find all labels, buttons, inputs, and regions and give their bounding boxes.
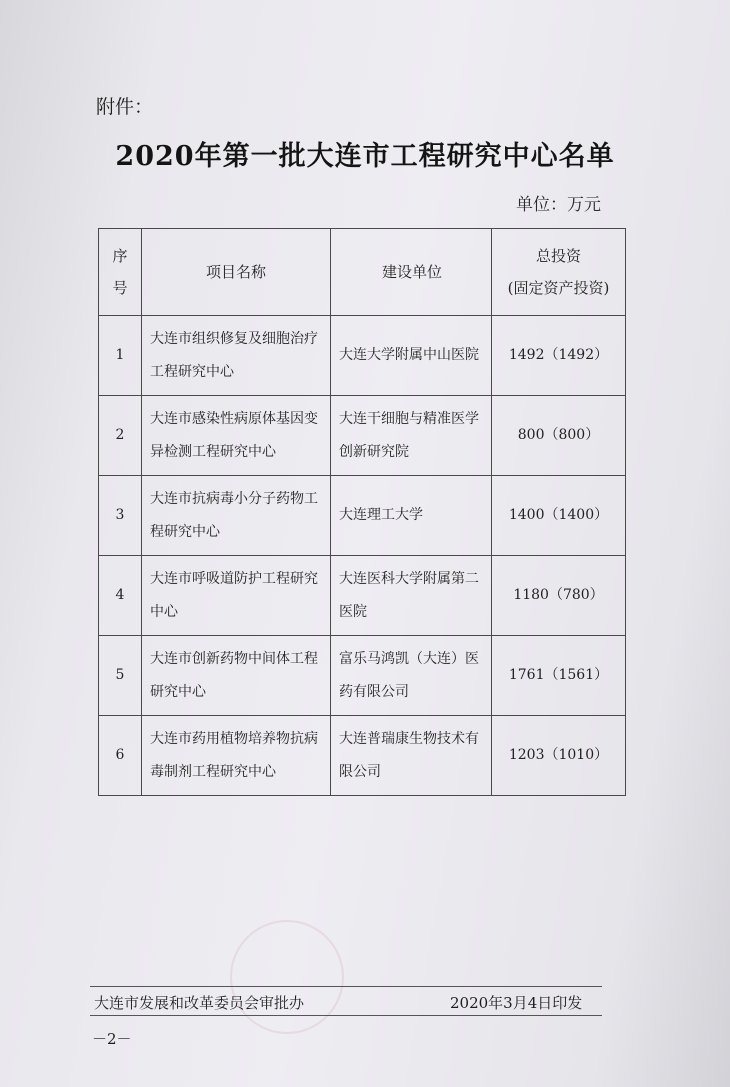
table-row: [99, 476, 626, 556]
header-builder: 建设单位: [331, 229, 492, 316]
row-seq: 3: [99, 476, 142, 556]
table-header-row: [99, 229, 626, 316]
table-row: [99, 636, 626, 716]
row-project-name: 大连市创新药物中间体工程研究中心: [142, 636, 331, 716]
row-project-name: 大连市呼吸道防护工程研究中心: [142, 556, 331, 636]
row-seq: 4: [99, 556, 142, 636]
page-number: －2－: [92, 1030, 132, 1048]
table-row: [99, 556, 626, 636]
table-row: [99, 396, 626, 476]
table-row: [99, 716, 626, 796]
row-investment: 1180（780）: [492, 556, 626, 636]
row-project-name: 大连市组织修复及细胞治疗工程研究中心: [142, 316, 331, 396]
unit-label: 单位：万元: [516, 195, 601, 215]
row-project-name: 大连市抗病毒小分子药物工程研究中心: [142, 476, 331, 556]
row-project-name: 大连市感染性病原体基因变异检测工程研究中心: [142, 396, 331, 476]
row-investment: 1203（1010）: [492, 716, 626, 796]
row-builder: 大连普瑞康生物技术有限公司: [331, 716, 492, 796]
row-seq: 5: [99, 636, 142, 716]
attachment-label: 附件：: [96, 96, 154, 118]
table-row: [99, 316, 626, 396]
issue-date: 2020年3月4日印发: [450, 994, 583, 1012]
faint-seal-mark: [230, 920, 344, 1034]
row-project-name: 大连市药用植物培养物抗病毒制剂工程研究中心: [142, 716, 331, 796]
header-investment: 总投资 (固定资产投资): [492, 229, 626, 316]
page-title: 2020年第一批大连市工程研究中心名单: [115, 141, 615, 172]
row-investment: 1400（1400）: [492, 476, 626, 556]
header-seq: 序 号: [99, 229, 142, 316]
row-builder: 大连医科大学附属第二医院: [331, 556, 492, 636]
issuer-name: 大连市发展和改革委员会审批办: [94, 994, 305, 1012]
row-builder: 大连大学附属中山医院: [331, 316, 492, 396]
row-seq: 6: [99, 716, 142, 796]
row-investment: 1492（1492）: [492, 316, 626, 396]
research-center-table: [98, 228, 626, 796]
row-investment: 800（800）: [492, 396, 626, 476]
header-project-name: 项目名称: [142, 229, 331, 316]
row-investment: 1761（1561）: [492, 636, 626, 716]
footer-rule-top: [90, 986, 602, 987]
row-builder: 大连理工大学: [331, 476, 492, 556]
row-seq: 2: [99, 396, 142, 476]
row-builder: 大连干细胞与精准医学创新研究院: [331, 396, 492, 476]
row-builder: 富乐马鸿凯（大连）医药有限公司: [331, 636, 492, 716]
footer-rule-bottom: [90, 1015, 602, 1016]
row-seq: 1: [99, 316, 142, 396]
